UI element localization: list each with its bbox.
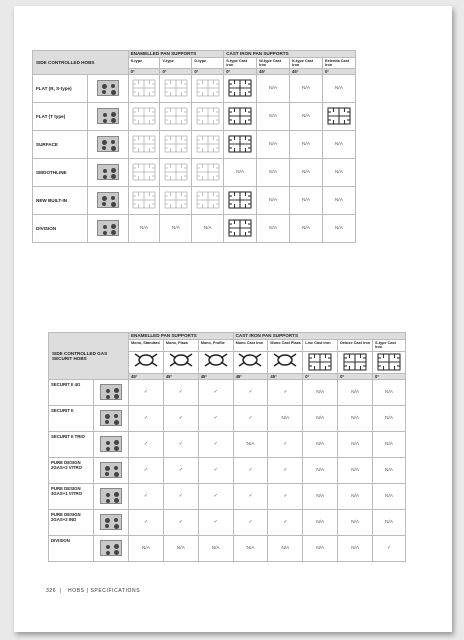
hob-thumbnail-icon xyxy=(97,164,119,180)
compatibility-cell: N/A xyxy=(268,536,303,562)
table-row xyxy=(33,131,356,159)
table2-group-cast-iron: CAST IRON PAN SUPPORTS xyxy=(233,333,405,340)
pan-support-icon xyxy=(132,79,156,97)
compatibility-cell: ✓ xyxy=(268,380,303,406)
compatibility-cell: N/A xyxy=(257,103,290,131)
compatibility-cell: ✓ xyxy=(233,510,268,536)
compatibility-cell: ✓ xyxy=(198,510,233,536)
compatibility-cell: ✓ xyxy=(233,380,268,406)
hob-image-cell xyxy=(94,458,129,484)
pan-support-image-cell xyxy=(224,131,257,159)
hob-thumbnail-icon xyxy=(97,136,119,152)
table2-col-name: Mono, Standard xyxy=(128,340,163,352)
pan-support-header-image xyxy=(198,352,233,374)
compatibility-cell: N/A xyxy=(373,380,406,406)
table-row xyxy=(33,159,356,187)
pan-support-header-image xyxy=(233,352,268,374)
compatibility-cell: N/A xyxy=(128,536,163,562)
hob-image-cell xyxy=(88,131,128,159)
pan-support-image-cell xyxy=(160,75,192,103)
pan-support-icon xyxy=(196,79,220,97)
pan-support-image-cell xyxy=(224,215,257,243)
pan-support-icon xyxy=(132,163,156,181)
compatibility-cell: ✓ xyxy=(128,458,163,484)
compatibility-cell: N/A xyxy=(303,432,338,458)
compatibility-cell: ✓ xyxy=(373,536,406,562)
table1-corner: SIDE CONTROLLED HOBS xyxy=(33,51,129,75)
pan-support-image-cell xyxy=(192,103,224,131)
hob-image-cell xyxy=(94,536,129,562)
pan-support-icon xyxy=(132,135,156,153)
compatibility-cell: N/A xyxy=(373,510,406,536)
compatibility-cell: ✓ xyxy=(233,458,268,484)
pan-support-image-cell xyxy=(192,131,224,159)
compatibility-cell: N/A xyxy=(257,187,290,215)
pan-support-header-image xyxy=(338,352,373,374)
pan-support-image-cell xyxy=(224,187,257,215)
compatibility-cell: N/A xyxy=(338,380,373,406)
table-row xyxy=(33,75,356,103)
table1-col-name: D-type xyxy=(192,58,224,69)
compatibility-cell: N/A xyxy=(290,159,323,187)
hob-image-cell xyxy=(88,75,128,103)
compatibility-cell: ✓ xyxy=(128,510,163,536)
table1-group-enamelled: ENAMELLED PAN SUPPORTS xyxy=(128,51,224,58)
hob-image-cell xyxy=(94,510,129,536)
table2-body xyxy=(49,380,406,562)
hob-thumbnail-icon xyxy=(100,488,122,504)
pan-support-icon xyxy=(196,163,220,181)
table1-col-angle: 0° xyxy=(224,69,257,75)
compatibility-cell: N/A xyxy=(322,75,355,103)
hob-thumbnail-icon xyxy=(100,410,122,426)
compatibility-cell: N/A xyxy=(303,380,338,406)
table-row xyxy=(33,187,356,215)
compatibility-cell: N/A xyxy=(338,510,373,536)
compatibility-cell: ✓ xyxy=(128,406,163,432)
table2-col-name: Mono, Plaza xyxy=(163,340,198,352)
table1-group-cast-iron: CAST IRON PAN SUPPORTS xyxy=(224,51,356,58)
row-label: DIVISION xyxy=(49,536,94,562)
compatibility-cell: N/A xyxy=(160,215,192,243)
row-label: PURE DESIGN 2GAS+2 VITRO xyxy=(49,458,94,484)
trivet-pan-support-icon xyxy=(203,352,229,368)
table2-col-angle: 0° xyxy=(373,374,406,380)
table1-col-angle: 45° xyxy=(290,69,323,75)
table1-col-angle: 0° xyxy=(160,69,192,75)
pan-support-icon xyxy=(132,191,156,209)
compatibility-cell: ✓ xyxy=(163,510,198,536)
hob-thumbnail-icon xyxy=(100,540,122,556)
hob-thumbnail-icon xyxy=(100,514,122,530)
cast-iron-pan-support-icon xyxy=(343,353,367,371)
pan-support-icon xyxy=(132,107,156,125)
pan-support-image-cell xyxy=(160,131,192,159)
pan-support-image-cell xyxy=(160,103,192,131)
pan-support-icon xyxy=(164,163,188,181)
row-label: FLAT (T type) xyxy=(33,103,88,131)
compatibility-cell: ✓ xyxy=(198,432,233,458)
compatibility-cell: N/A xyxy=(192,215,224,243)
compatibility-cell: N/A xyxy=(268,406,303,432)
compatibility-cell: N/A xyxy=(303,458,338,484)
pan-support-image-cell xyxy=(128,75,160,103)
table2-group-enamelled: ENAMELLED PAN SUPPORTS xyxy=(128,333,233,340)
cast-iron-pan-support-icon xyxy=(377,353,401,371)
table1-col-name: Extenda Cast Iron xyxy=(322,58,355,69)
compatibility-cell: N/A xyxy=(290,215,323,243)
cast-iron-pan-support-icon xyxy=(327,107,351,125)
compatibility-cell: N/A xyxy=(373,432,406,458)
table2-col-name: Mono Cast Iron xyxy=(233,340,268,352)
pan-support-image-cell xyxy=(192,75,224,103)
cast-iron-pan-support-icon xyxy=(228,191,252,209)
table2-col-angle: 0° xyxy=(338,374,373,380)
page-number: 326 xyxy=(46,588,57,594)
compatibility-cell: ✓ xyxy=(268,458,303,484)
compatibility-cell: ✓ xyxy=(128,380,163,406)
compatibility-cell: N/A xyxy=(322,187,355,215)
compatibility-cell: N/A xyxy=(338,484,373,510)
table-row xyxy=(49,536,406,562)
table2-col-angle: 45° xyxy=(163,374,198,380)
compatibility-cell: N/A xyxy=(373,406,406,432)
table1-col-name: W-type Cast Iron xyxy=(257,58,290,69)
pan-support-image-cell xyxy=(322,103,355,131)
compatibility-cell: N/A xyxy=(322,159,355,187)
pan-support-image-cell xyxy=(224,75,257,103)
trivet-pan-support-icon xyxy=(133,352,159,368)
table1-col-name: K-type Cast Iron xyxy=(290,58,323,69)
table-row xyxy=(49,458,406,484)
side-controlled-hobs-table xyxy=(32,50,356,243)
compatibility-cell: ✓ xyxy=(198,484,233,510)
spec-page xyxy=(14,6,452,632)
table2-col-name: S-type Cast Iron xyxy=(373,340,406,352)
table2-col-name: Line Cast Iron xyxy=(303,340,338,352)
hob-thumbnail-icon xyxy=(97,192,119,208)
compatibility-cell: N/A xyxy=(303,536,338,562)
table2-col-name: Mono, Profile xyxy=(198,340,233,352)
compatibility-cell: N/A xyxy=(338,458,373,484)
pan-support-icon xyxy=(196,191,220,209)
table2-col-name: Mono Cast Plaza xyxy=(268,340,303,352)
compatibility-cell: ✓ xyxy=(128,432,163,458)
row-label: FLAT (R, S-type) xyxy=(33,75,88,103)
table1-col-angle: 45° xyxy=(257,69,290,75)
pan-support-icon xyxy=(164,191,188,209)
table2-col-angle: 45° xyxy=(268,374,303,380)
compatibility-cell: N/A xyxy=(198,536,233,562)
row-label: NEW BUILT-IN xyxy=(33,187,88,215)
page-footer xyxy=(46,588,140,594)
compatibility-cell: ✓ xyxy=(198,406,233,432)
cast-iron-pan-support-icon xyxy=(308,353,332,371)
pan-support-image-cell xyxy=(160,187,192,215)
pan-support-image-cell xyxy=(128,187,160,215)
compatibility-cell: ✓ xyxy=(198,380,233,406)
compatibility-cell: N/A xyxy=(128,215,160,243)
compatibility-cell: N/A xyxy=(290,75,323,103)
compatibility-cell: ✓ xyxy=(128,484,163,510)
pan-support-header-image xyxy=(163,352,198,374)
table-row xyxy=(49,380,406,406)
pan-support-icon xyxy=(164,135,188,153)
table-row xyxy=(33,103,356,131)
table-row xyxy=(49,432,406,458)
compatibility-cell: ✓ xyxy=(268,432,303,458)
compatibility-cell: N/A xyxy=(257,131,290,159)
pan-support-image-cell xyxy=(192,159,224,187)
compatibility-cell: N/A xyxy=(303,484,338,510)
hob-image-cell xyxy=(88,187,128,215)
compatibility-cell: N/A xyxy=(257,215,290,243)
table-row xyxy=(49,510,406,536)
compatibility-cell: N/A xyxy=(373,458,406,484)
hob-thumbnail-icon xyxy=(97,80,119,96)
table1-col-angle: 0° xyxy=(128,69,160,75)
compatibility-cell: ✓ xyxy=(163,432,198,458)
cast-iron-pan-support-icon xyxy=(228,107,252,125)
compatibility-cell: ✓ xyxy=(163,380,198,406)
compatibility-cell: N/A xyxy=(373,484,406,510)
cast-iron-pan-support-icon xyxy=(228,79,252,97)
footer-sep: | xyxy=(58,588,67,594)
pan-support-image-cell xyxy=(128,103,160,131)
hob-image-cell xyxy=(88,215,128,243)
pan-support-icon xyxy=(164,79,188,97)
row-label: SECURIT II TRIO xyxy=(49,432,94,458)
compatibility-cell: N/A xyxy=(322,215,355,243)
compatibility-cell: ✓ xyxy=(233,406,268,432)
compatibility-cell: ✓ xyxy=(163,484,198,510)
pan-support-image-cell xyxy=(128,131,160,159)
hob-image-cell xyxy=(94,380,129,406)
table2-col-name: Deluxe Cast Iron xyxy=(338,340,373,352)
hob-thumbnail-icon xyxy=(97,108,119,124)
row-label: DIVISION xyxy=(33,215,88,243)
hob-thumbnail-icon xyxy=(97,220,119,236)
compatibility-cell: N/A xyxy=(290,103,323,131)
pan-support-header-image xyxy=(303,352,338,374)
pan-support-image-cell xyxy=(128,159,160,187)
compatibility-cell: N/A xyxy=(233,432,268,458)
table1-body xyxy=(33,75,356,243)
pan-support-header-image xyxy=(128,352,163,374)
table2-col-angle: 45° xyxy=(198,374,233,380)
compatibility-cell: N/A xyxy=(303,406,338,432)
compatibility-cell: N/A xyxy=(257,159,290,187)
pan-support-image-cell xyxy=(224,103,257,131)
row-label: PURE DESIGN 3GAS+1 VITRO xyxy=(49,484,94,510)
table2-col-angle: 45° xyxy=(233,374,268,380)
hob-thumbnail-icon xyxy=(100,436,122,452)
table1-col-angle: 0° xyxy=(322,69,355,75)
pan-support-header-image xyxy=(268,352,303,374)
cast-iron-pan-support-icon xyxy=(228,219,252,237)
pan-support-icon xyxy=(196,107,220,125)
compatibility-cell: N/A xyxy=(290,187,323,215)
compatibility-cell: ✓ xyxy=(163,406,198,432)
row-label: SECURIT II xyxy=(49,406,94,432)
securit-hobs-table xyxy=(48,332,406,562)
trivet-pan-support-icon xyxy=(237,352,263,368)
table2-corner: SIDE CONTROLLED GAS SECURIT HOBS xyxy=(49,333,129,380)
cast-iron-pan-support-icon xyxy=(228,135,252,153)
hob-thumbnail-icon xyxy=(100,462,122,478)
row-label: SECURIT II 4G xyxy=(49,380,94,406)
compatibility-cell: N/A xyxy=(290,131,323,159)
compatibility-cell: N/A xyxy=(322,131,355,159)
compatibility-cell: N/A xyxy=(303,510,338,536)
compatibility-cell: N/A xyxy=(224,159,257,187)
table2-col-angle: 45° xyxy=(128,374,163,380)
pan-support-header-image xyxy=(373,352,406,374)
compatibility-cell: ✓ xyxy=(233,484,268,510)
compatibility-cell: ✓ xyxy=(268,510,303,536)
compatibility-cell: N/A xyxy=(233,536,268,562)
table-row xyxy=(33,215,356,243)
table1-col-angle: 0° xyxy=(192,69,224,75)
compatibility-cell: N/A xyxy=(338,406,373,432)
hob-image-cell xyxy=(94,406,129,432)
pan-support-icon xyxy=(164,107,188,125)
table-row xyxy=(49,406,406,432)
hob-image-cell xyxy=(88,103,128,131)
trivet-pan-support-icon xyxy=(168,352,194,368)
trivet-pan-support-icon xyxy=(272,352,298,368)
compatibility-cell: ✓ xyxy=(198,458,233,484)
hob-image-cell xyxy=(94,432,129,458)
pan-support-icon xyxy=(196,135,220,153)
compatibility-cell: N/A xyxy=(338,536,373,562)
row-label: PURE DESIGN 2GAS+2 IND xyxy=(49,510,94,536)
table1-col-name: V-type xyxy=(160,58,192,69)
pan-support-image-cell xyxy=(160,159,192,187)
row-label: SMOOTHLINE xyxy=(33,159,88,187)
compatibility-cell: N/A xyxy=(257,75,290,103)
hob-image-cell xyxy=(88,159,128,187)
footer-section: HOBS | SPECIFICATIONS xyxy=(68,588,141,594)
compatibility-cell: N/A xyxy=(338,432,373,458)
pan-support-image-cell xyxy=(192,187,224,215)
table1-col-name: S-type Cast Iron xyxy=(224,58,257,69)
table2-col-angle: 0° xyxy=(303,374,338,380)
compatibility-cell: ✓ xyxy=(268,484,303,510)
compatibility-cell: N/A xyxy=(163,536,198,562)
hob-image-cell xyxy=(94,484,129,510)
row-label: SURFACE xyxy=(33,131,88,159)
hob-thumbnail-icon xyxy=(100,384,122,400)
table-row xyxy=(49,484,406,510)
table1-col-name: S-type xyxy=(128,58,160,69)
compatibility-cell: ✓ xyxy=(163,458,198,484)
